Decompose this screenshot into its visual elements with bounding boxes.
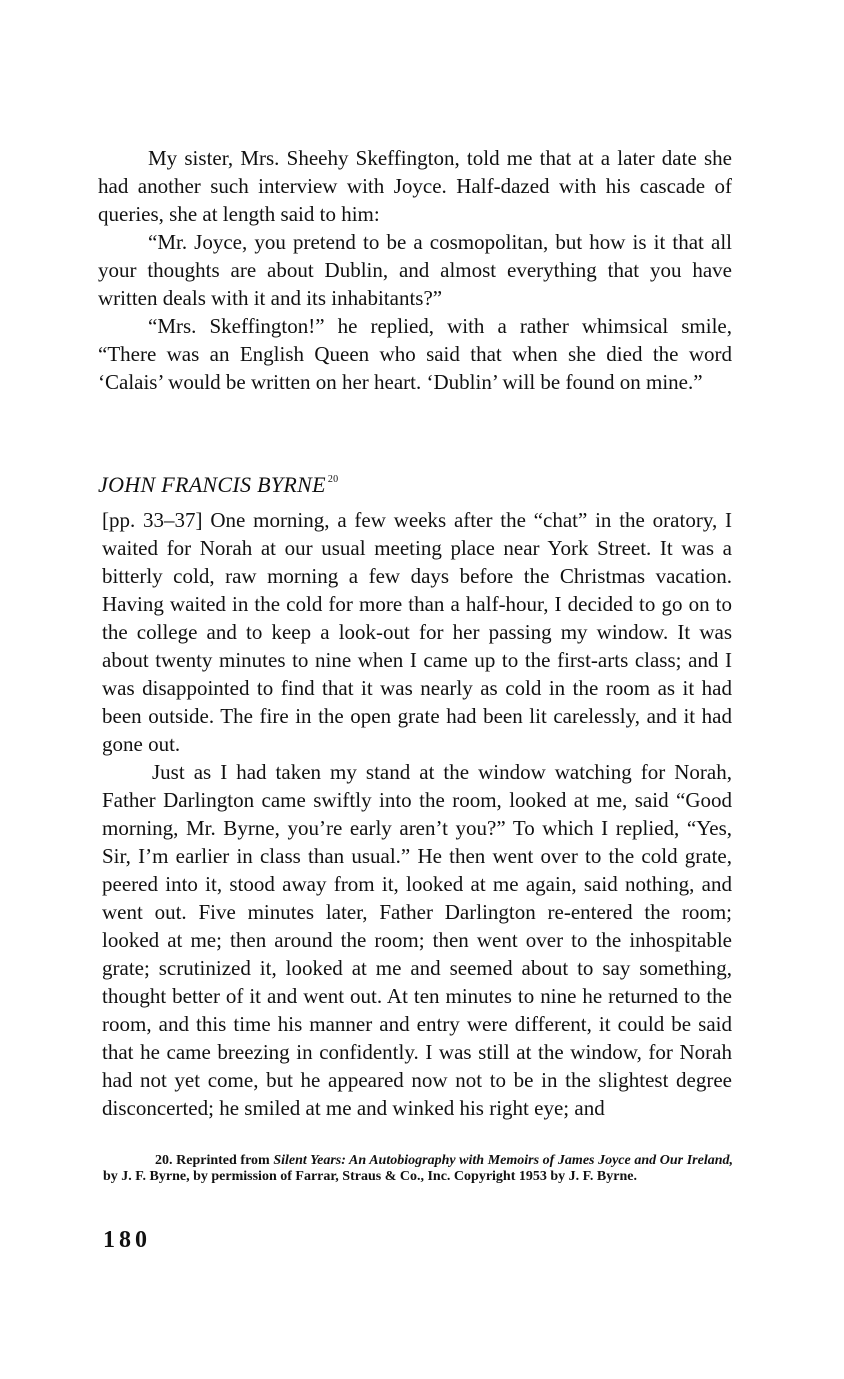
footnote-reference-marker: 20 — [327, 474, 339, 485]
footnote-text-before: Reprinted from — [176, 1153, 270, 1168]
footnote-text-after: by J. F. Byrne, by permission of Farrar, Straus & Co., Inc. Copyright 1953 by J. F. Byrne. — [103, 1169, 637, 1184]
paragraph-cosmopolitan-question: “Mr. Joyce, you pretend to be a cosmopolitan, but how is it that all your thoughts are about Dublin, and almost everything that you have written deals with it and its inhabitants?” — [98, 230, 732, 310]
footnote-number: 20. — [155, 1153, 173, 1168]
paragraph-father-darlington: Just as I had taken my stand at the window watching for Norah, Father Darlington came swiftly into the room, looked at me, said “Good morning, Mr. Byrne, you’re early aren’t you?” To which I replied, “Yes, Sir, I’m earlier in class than usual.” He then went over to the cold grate, peered into it, stood away from it, looked at me again, said nothing, and went out. Five minutes later, Father Darlington re-entered the room; looked at me; then around the room; then went over to the inhospitable grate; scrutinized it, looked at me and seemed about to say something, thought better of it and went out. At ten minutes to nine he returned to the room, and this time his manner and entry were different, it could be said that he came breezing in confidently. I was still at the window, for Norah had not yet come, but he appeared now not to be in the slightest degree disconcerted; he smiled at me and winked his right eye; and — [102, 760, 732, 1120]
footnote — [103, 1153, 733, 1185]
skeffington-anecdote — [98, 144, 732, 396]
paragraph-waiting-for-norah: [pp. 33–37] One morning, a few weeks after the “chat” in the oratory, I waited for Norah at our usual meeting place near York Street. It was a bitterly cold, raw morning a few days before the Christmas vacation. Having waited in the cold for more than a half-hour, I decided to go on to the college and to keep a look-out for her passing my window. It was about twenty minutes to nine when I came up to the first-arts class; and I was disappointed to find that it was nearly as cold in the room as it had been outside. The fire in the open grate had been lit carelessly, and it had gone out. — [102, 508, 732, 756]
byrne-excerpt — [102, 506, 732, 1122]
paragraph-joyce-reply: “Mrs. Skeffington!” he replied, with a rather whimsical smile, “There was an English Queen who said that when she died the word ‘Calais’ would be written on her heart. ‘Dublin’ will be found on mine.” — [98, 314, 732, 394]
paragraph-sister-interview: My sister, Mrs. Sheehy Skeffington, told me that at a later date she had another such interview with Joyce. Half-dazed with his cascade of queries, she at length said to him: — [98, 146, 732, 226]
section-heading — [98, 466, 338, 499]
page-number: 180 — [103, 1227, 151, 1253]
section-heading-title: JOHN FRANCIS BYRNE — [98, 472, 326, 497]
footnote-book-title: Silent Years: An Autobiography with Memoirs of James Joyce and Our Ireland, — [273, 1153, 734, 1168]
